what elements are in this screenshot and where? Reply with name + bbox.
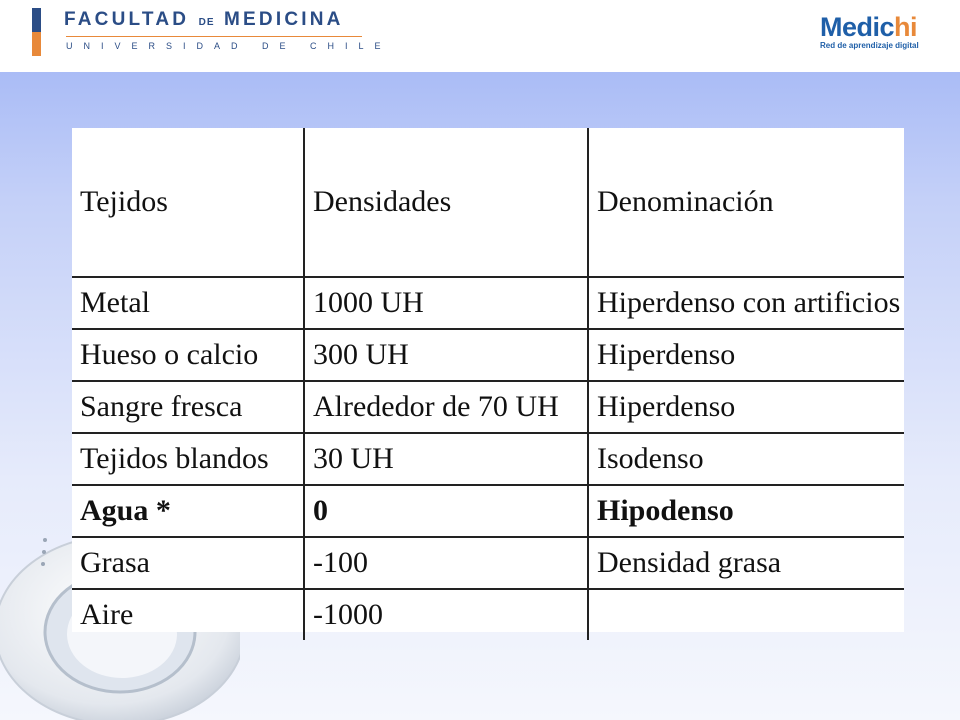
header-densidades: Densidades xyxy=(304,128,588,277)
cell-denominacion xyxy=(588,589,904,640)
cell-denominacion: Densidad grasa xyxy=(588,537,904,589)
cell-tejido: Metal xyxy=(72,277,304,329)
table-row xyxy=(72,537,904,589)
logo-divider xyxy=(66,36,362,37)
medichi-logo-name xyxy=(820,12,930,42)
table-row xyxy=(72,381,904,433)
table-row xyxy=(72,277,904,329)
cell-densidad: 0 xyxy=(304,485,588,537)
cell-tejido: Tejidos blandos xyxy=(72,433,304,485)
logo-word-de: DE xyxy=(198,17,215,28)
medichi-name-part-a: Medic xyxy=(820,12,895,42)
medichi-logo xyxy=(820,12,930,50)
cell-denominacion: Hiperdenso con artificios xyxy=(588,277,904,329)
table-row xyxy=(72,329,904,381)
cell-densidad: 300 UH xyxy=(304,329,588,381)
logo-word-facultad: FACULTAD xyxy=(64,9,190,30)
cell-densidad: -100 xyxy=(304,537,588,589)
cell-tejido: Sangre fresca xyxy=(72,381,304,433)
medichi-name-part-b: hi xyxy=(894,12,918,42)
cell-densidad: -1000 xyxy=(304,589,588,640)
table-row xyxy=(72,433,904,485)
cell-densidad: Alrededor de 70 UH xyxy=(304,381,588,433)
cell-tejido: Grasa xyxy=(72,537,304,589)
header-denominacion: Denominación xyxy=(588,128,904,277)
slide-header xyxy=(0,0,960,72)
medichi-tagline: Red de aprendizaje digital xyxy=(820,41,919,50)
faculty-logo-subtitle: UNIVERSIDAD DE CHILE xyxy=(66,41,392,51)
table-row-highlighted xyxy=(72,485,904,537)
density-table xyxy=(72,128,904,640)
cell-densidad: 1000 UH xyxy=(304,277,588,329)
cell-tejido: Agua * xyxy=(72,485,304,537)
cell-denominacion: Hiperdenso xyxy=(588,329,904,381)
logo-word-medicina: MEDICINA xyxy=(224,9,344,30)
cell-tejido: Aire xyxy=(72,589,304,640)
table-header-row xyxy=(72,128,904,277)
table-row xyxy=(72,589,904,640)
cell-densidad: 30 UH xyxy=(304,433,588,485)
faculty-logo-bar-icon xyxy=(32,8,41,56)
header-tejidos: Tejidos xyxy=(80,185,168,218)
cell-denominacion: Isodenso xyxy=(588,433,904,485)
cell-denominacion: Hiperdenso xyxy=(588,381,904,433)
density-table-card xyxy=(72,128,904,632)
cell-denominacion: Hipodenso xyxy=(588,485,904,537)
cell-tejido: Hueso o calcio xyxy=(72,329,304,381)
faculty-logo-title xyxy=(64,9,344,31)
